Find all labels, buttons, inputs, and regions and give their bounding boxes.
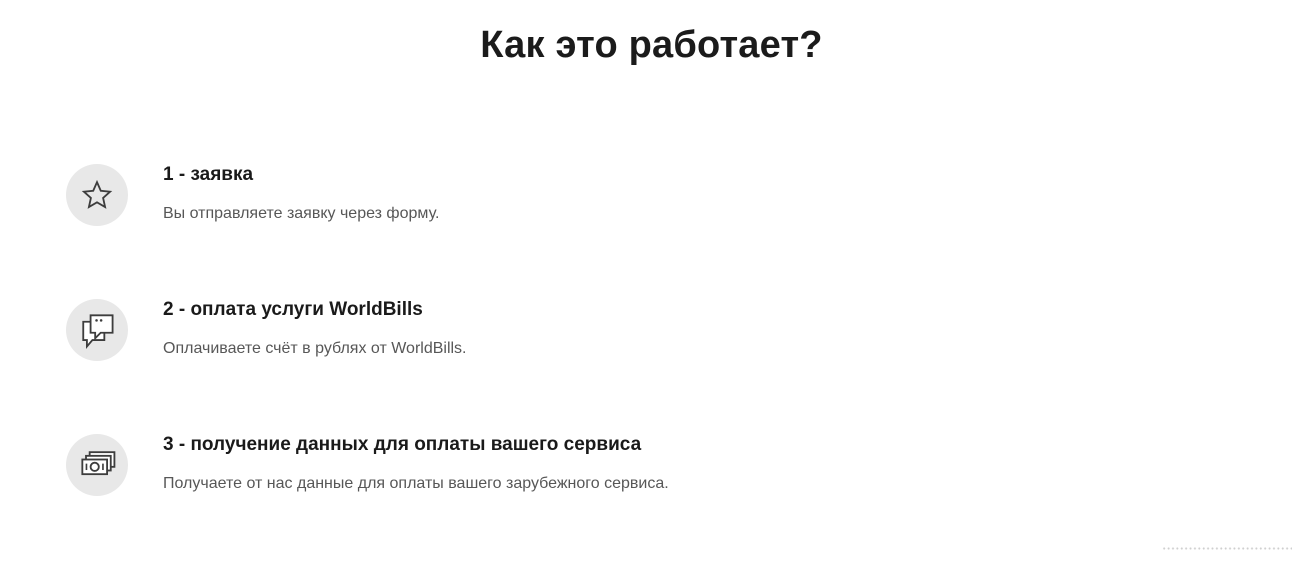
money-icon bbox=[75, 443, 119, 487]
star-icon bbox=[75, 173, 119, 217]
step-3-icon-circle bbox=[66, 434, 128, 496]
step-2-description: Оплачиваете счёт в рублях от WorldBills. bbox=[163, 340, 467, 357]
step-3-description: Получаете от нас данные для оплаты вашего зарубежного сервиса. bbox=[163, 475, 669, 492]
step-row-2 bbox=[66, 299, 1243, 361]
steps-list bbox=[66, 164, 1243, 569]
step-1-description: Вы отправляете заявку через форму. bbox=[163, 205, 440, 222]
step-3-text bbox=[163, 434, 669, 494]
chat-icon bbox=[75, 308, 119, 352]
step-row-1 bbox=[66, 164, 1243, 226]
step-row-3 bbox=[66, 434, 1243, 496]
dotted-border-decoration bbox=[1162, 547, 1292, 550]
step-1-text bbox=[163, 164, 439, 224]
step-1-icon-circle bbox=[66, 164, 128, 226]
step-1-title: 1 - заявка bbox=[163, 164, 254, 185]
section-title: Как это работает? bbox=[480, 24, 823, 66]
step-2-title: 2 - оплата услуги WorldBills bbox=[163, 299, 423, 320]
step-3-title: 3 - получение данных для оплаты вашего сервиса bbox=[163, 434, 642, 455]
step-2-icon-circle bbox=[66, 299, 128, 361]
step-2-text bbox=[163, 299, 467, 359]
